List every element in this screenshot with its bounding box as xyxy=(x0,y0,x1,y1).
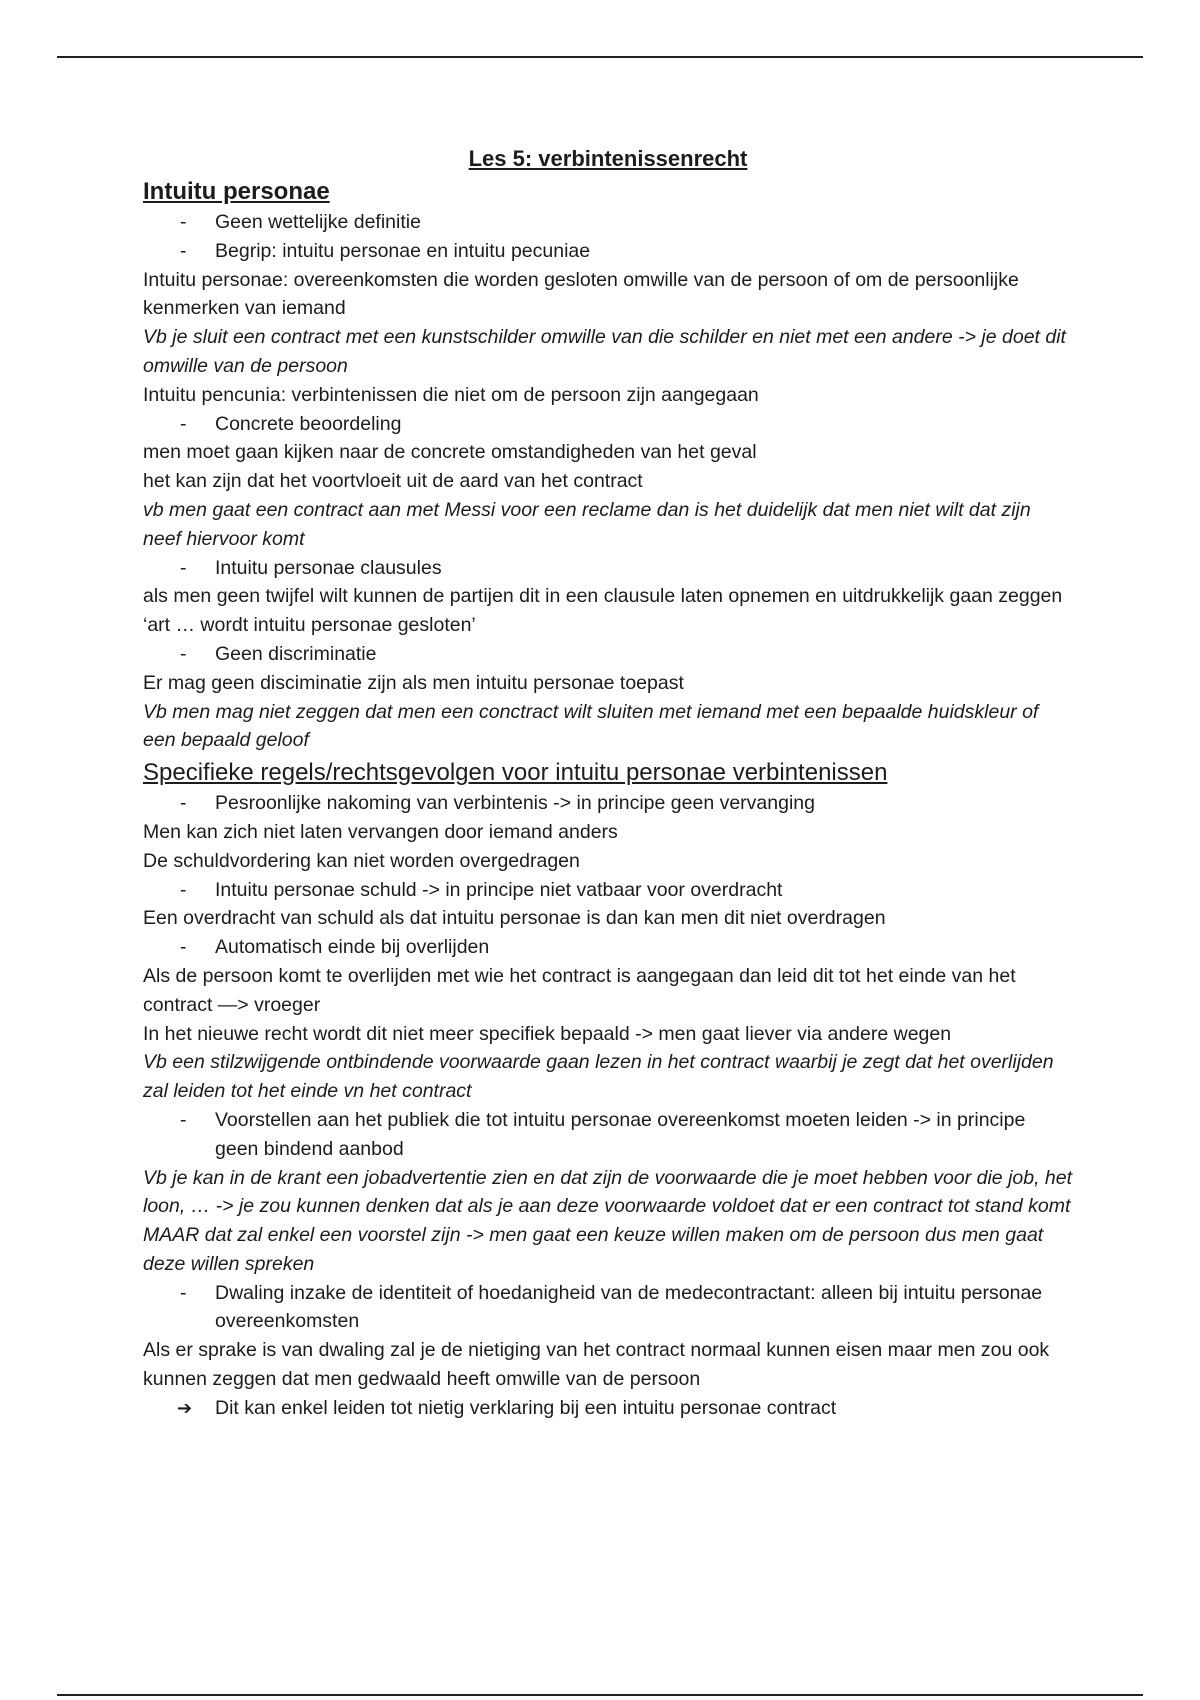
list-item-text: Dit kan enkel leiden tot nietig verklaring bij een intuitu personae contract xyxy=(215,1396,837,1419)
heading-intuitu-personae: Intuitu personae xyxy=(143,178,330,205)
paragraph: Een overdracht van schuld als dat intuitu personae is dan kan men dit niet overdragen xyxy=(143,907,886,930)
list-item xyxy=(143,640,1073,669)
paragraph: Intuitu personae: overeenkomsten die worden gesloten omwille van de persoon of om de persoonlijke kenmerken van iemand xyxy=(143,268,1019,320)
list-item xyxy=(143,1279,1073,1337)
list-item-text: Concrete beoordeling xyxy=(215,412,402,435)
heading-specifieke-regels: Specifieke regels/rechtsgevolgen voor intuitu personae verbintenissen xyxy=(143,759,888,787)
bullet-dash: - xyxy=(180,1108,187,1131)
list-item-text: Begrip: intuitu personae en intuitu pecuniae xyxy=(215,239,591,262)
list-item-text: Voorstellen aan het publiek die tot intuitu personae overeenkomst moeten leiden -> in principe geen bindend aanbod xyxy=(215,1108,1026,1160)
list-item-text: Automatisch einde bij overlijden xyxy=(215,936,490,959)
bullet-dash: - xyxy=(180,556,187,579)
paragraph: De schuldvordering kan niet worden overgedragen xyxy=(143,849,580,872)
example-paragraph: vb men gaat een contract aan met Messi voor een reclame dan is het duidelijk dat men niet wilt dat zijn neef hiervoor komt xyxy=(143,498,1031,550)
list-item xyxy=(143,789,1073,818)
example-paragraph: Vb men mag niet zeggen dat men een conctract wilt sluiten met iemand met een bepaalde huidskleur of een bepaald geloof xyxy=(143,700,1039,752)
paragraph: Als er sprake is van dwaling zal je de nietiging van het contract normaal kunnen eisen maar men zou ook kunnen zeggen dat men gedwaald heeft omwille van de persoon xyxy=(143,1339,1050,1391)
paragraph: Intuitu pencunia: verbintenissen die niet om de persoon zijn aangegaan xyxy=(143,383,759,406)
bullet-dash: - xyxy=(180,642,187,665)
arrow-list-item xyxy=(143,1394,1073,1423)
bullet-dash: - xyxy=(180,1281,187,1304)
paragraph: Er mag geen disciminatie zijn als men intuitu personae toepast xyxy=(143,671,684,694)
bullet-dash: - xyxy=(180,792,187,815)
list-item xyxy=(143,237,1073,266)
bullet-dash: - xyxy=(180,211,187,233)
arrow-right-icon: ➔ xyxy=(177,1397,193,1418)
list-item-text: Intuitu personae clausules xyxy=(215,556,442,579)
paragraph: Als de persoon komt te overlijden met wie het contract is aangegaan dan leid dit tot het einde van het contract —> vroeger xyxy=(143,964,1016,1016)
bottom-rule xyxy=(57,1694,1143,1696)
document-body xyxy=(143,142,1073,1423)
list-item-text: Pesroonlijke nakoming van verbintenis -> in principe geen vervanging xyxy=(215,792,815,815)
list-item xyxy=(143,208,1073,237)
document-title: Les 5: verbintenissenrecht xyxy=(468,146,748,171)
list-item xyxy=(143,1106,1073,1164)
list-item-text: Dwaling inzake de identiteit of hoedanigheid van de medecontractant: alleen bij intuitu personae overeenkomsten xyxy=(215,1281,1043,1333)
list-item xyxy=(143,410,1073,439)
bullet-dash: - xyxy=(180,412,187,435)
paragraph: men moet gaan kijken naar de concrete omstandigheden van het geval xyxy=(143,441,757,464)
bullet-dash: - xyxy=(180,936,187,959)
paragraph: het kan zijn dat het voortvloeit uit de aard van het contract xyxy=(143,470,643,493)
list-item-text: Intuitu personae schuld -> in principe niet vatbaar voor overdracht xyxy=(215,878,783,901)
paragraph: als men geen twijfel wilt kunnen de partijen dit in een clausule laten opnemen en uitdrukkelijk gaan zeggen ‘art … wordt intuitu personae gesloten’ xyxy=(143,585,1063,637)
list-item xyxy=(143,554,1073,583)
paragraph: In het nieuwe recht wordt dit niet meer specifiek bepaald -> men gaat liever via andere wegen xyxy=(143,1022,952,1045)
bullet-dash: - xyxy=(180,239,187,262)
list-item-text: Geen discriminatie xyxy=(215,642,377,665)
top-rule xyxy=(57,56,1143,58)
example-paragraph: Vb een stilzwijgende ontbindende voorwaarde gaan lezen in het contract waarbij je zegt dat het overlijden zal leiden tot het einde vn het contract xyxy=(143,1051,1054,1103)
example-paragraph: Vb je sluit een contract met een kunstschilder omwille van die schilder en niet met een andere -> je doet dit omwille van de persoon xyxy=(143,326,1066,377)
paragraph: Men kan zich niet laten vervangen door iemand anders xyxy=(143,820,618,843)
bullet-dash: - xyxy=(180,878,187,901)
list-item-text: Geen wettelijke definitie xyxy=(215,211,421,233)
list-item xyxy=(143,876,1073,905)
example-paragraph: Vb je kan in de krant een jobadvertentie zien en dat zijn de voorwaarde die je moet hebben voor die job, het loon, … -> je zou kunnen denken dat als je aan deze voorwaarde voldoet dat er een contract tot stand komt MAAR dat zal enkel een voorstel zijn -> men gaat een keuze willen maken om de persoon dus men gaat deze willen spreken xyxy=(143,1166,1073,1275)
list-item xyxy=(143,933,1073,962)
